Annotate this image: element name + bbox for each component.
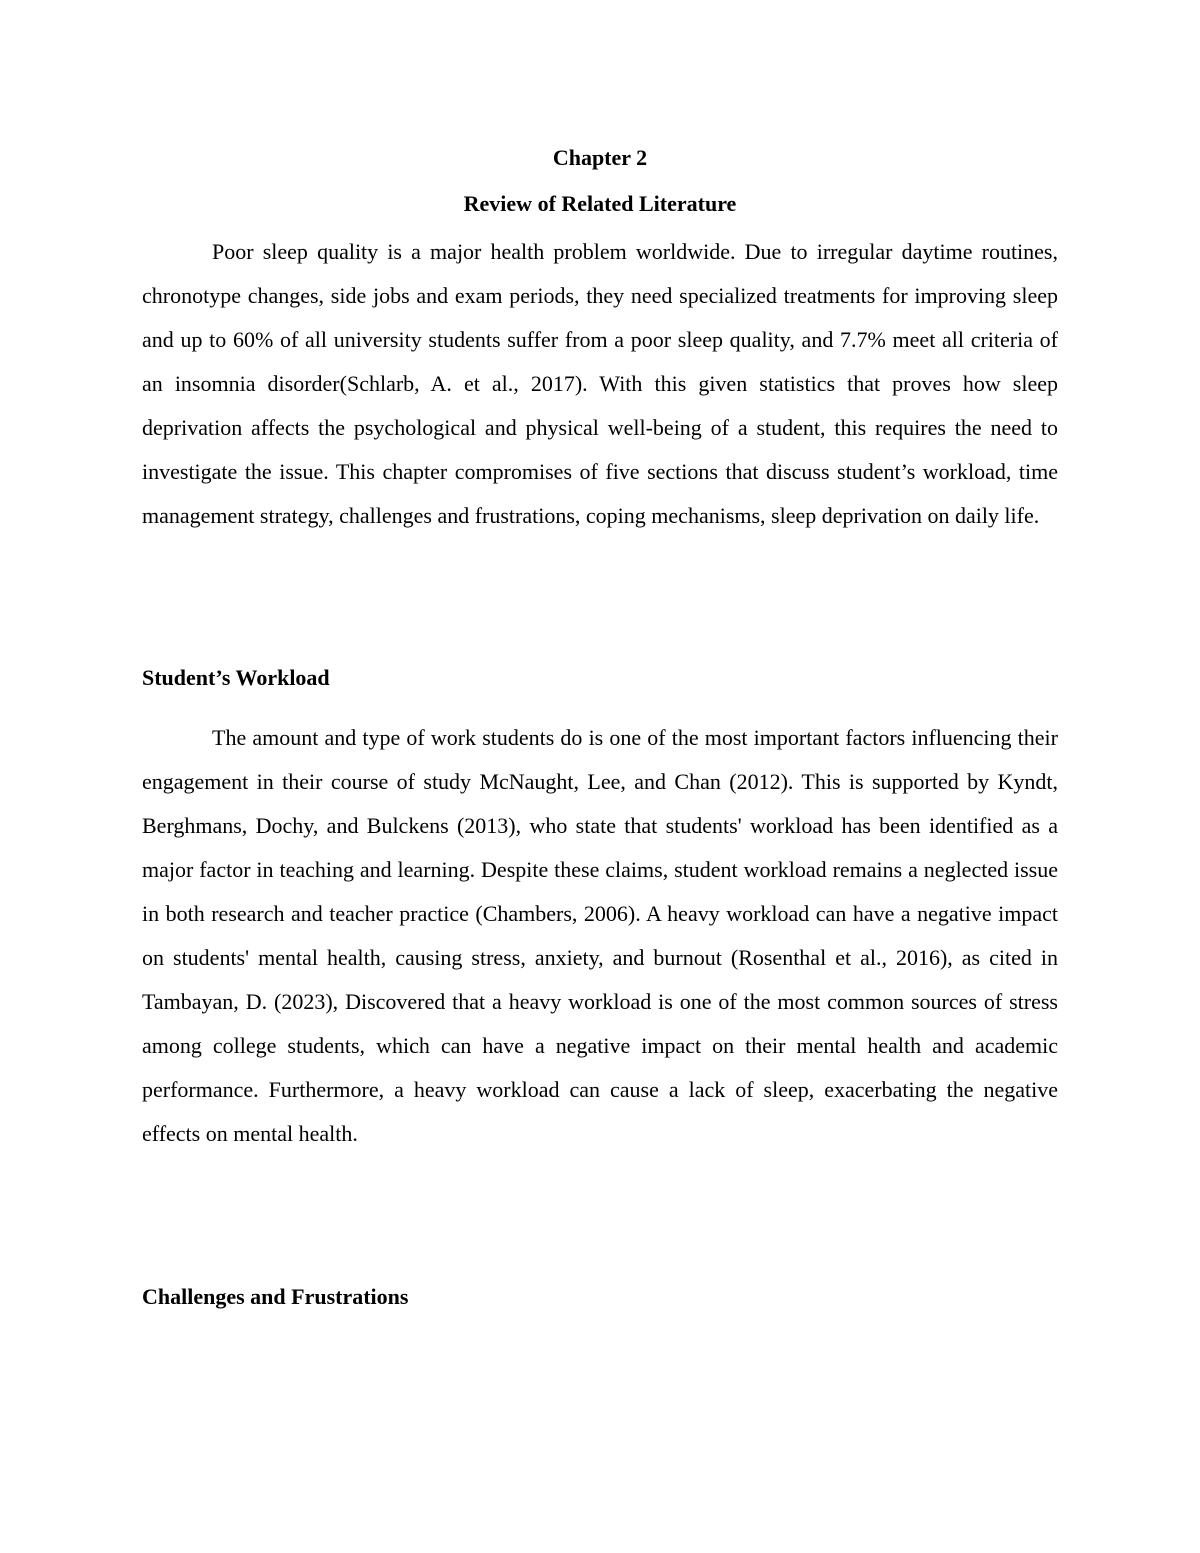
section-heading-students-workload: Student’s Workload	[142, 665, 330, 690]
students-workload-paragraph: The amount and type of work students do is one of the most important factors influencing their engagement in their course of study McNaught, Lee, and Chan (2012). This is supported by Kyndt, Berghmans, Dochy, and Bulckens (2013), who state that students' workload has been identified as a major factor in teaching and learning. Despite these claims, student workload remains a neglected issue in both research and teacher practice (Chambers, 2006). A heavy workload can have a negative impact on students' mental health, causing stress, anxiety, and burnout (Rosenthal et al., 2016), as cited in Tambayan, D. (2023), Discovered that a heavy workload is one of the most common sources of stress among college students, which can have a negative impact on their mental health and academic performance. Furthermore, a heavy workload can cause a lack of sleep, exacerbating the negative effects on mental health.	[142, 725, 1058, 1146]
chapter-number: Chapter 2	[552, 145, 648, 170]
section-heading-challenges-and-frustrations: Challenges and Frustrations	[142, 1284, 409, 1309]
chapter-title: Review of Related Literature	[463, 191, 737, 216]
intro-paragraph: Poor sleep quality is a major health problem worldwide. Due to irregular daytime routines, chronotype changes, side jobs and exam periods, they need specialized treatments for improving sleep and up to 60% of all university students suffer from a poor sleep quality, and 7.7% meet all criteria of an insomnia disorder(Schlarb, A. et al., 2017). With this given statistics that proves how sleep deprivation affects the psychological and physical well-being of a student, this requires the need to investigate the issue. This chapter compromises of five sections that discuss student’s workload, time management strategy, challenges and frustrations, coping mechanisms, sleep deprivation on daily life.	[142, 239, 1058, 528]
